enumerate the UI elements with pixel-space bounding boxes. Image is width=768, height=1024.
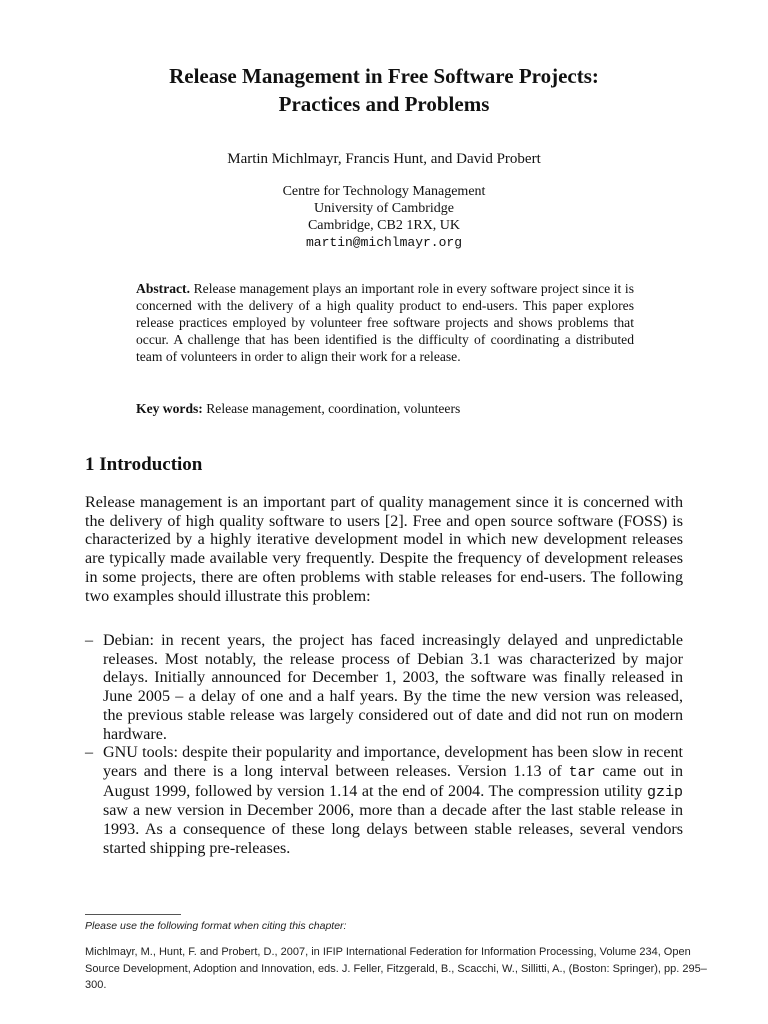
list-item-text-part: GNU tools: despite their popularity and importance, development has been slow in recent years and there is a long interval between releases. Version 1.13 of <box>103 744 683 780</box>
author-list: Martin Michlmayr, Francis Hunt, and David Probert <box>227 151 541 167</box>
example-list <box>85 632 683 858</box>
keywords <box>136 400 634 417</box>
citation-instruction: Please use the following format when citing this chapter: <box>85 920 347 932</box>
list-dash: – <box>85 632 94 649</box>
citation-text: Michlmayr, M., Hunt, F. and Probert, D., 2007, in IFIP International Federation for Information Processing, Volume 234, Open Source Development, Adoption and Innovation, eds. J. Feller, Fitzgerald, B., Scacchi, W., Sillitti, A., (Boston: Springer), pp. 295–300. <box>85 946 707 991</box>
code-gzip: gzip <box>646 783 683 801</box>
list-item-text <box>103 744 683 857</box>
intro-paragraph: Release management is an important part of quality management since it is concerned with the delivery of high quality software to users [2]. Free and open source software (FOSS) is characterized by a highly iterative development model in which new development releases are typically made available very frequently. Despite the frequency of development releases in some projects, there are often problems with stable releases for end-users. The following two examples should illustrate this problem: <box>85 494 683 605</box>
list-dash: – <box>85 744 94 762</box>
paper-title-line-1: Release Management in Free Software Projects: <box>169 64 599 88</box>
affiliation-block <box>0 183 768 251</box>
list-item-debian <box>85 632 683 744</box>
paper-title <box>0 62 768 118</box>
footnote-divider <box>85 914 181 915</box>
abstract-text: Release management plays an important role in every software project since it is concerned with the delivery of a high quality product to end-users. This paper explores release practices employed by volunteer free software projects and shows problems that occur. A challenge that has been identified is the difficulty of coordinating a distributed team of volunteers in order to align their work for a release. <box>136 281 634 365</box>
author-email: martin@michlmayr.org <box>305 235 463 250</box>
affiliation-line-1: Centre for Technology Management <box>282 184 486 199</box>
list-item-gnu-tools <box>85 744 683 858</box>
keywords-text: Release management, coordination, volunteers <box>206 401 461 416</box>
section-heading: 1 Introduction <box>85 454 203 475</box>
code-tar: tar <box>568 763 596 781</box>
abstract <box>136 280 634 365</box>
keywords-label: Key words: <box>136 401 203 416</box>
paper-title-line-2: Practices and Problems <box>278 92 490 116</box>
list-item-text-part: came out in August 1999, followed by version 1.14 at the end of 2004. The compression utility <box>103 762 683 800</box>
list-item-text-part: saw a new version in December 2006, more than a decade after the last stable release in 1993. As a consequence of these long delays between stable releases, several vendors started shipping pre-releases. <box>103 802 683 857</box>
affiliation-line-3: Cambridge, CB2 1RX, UK <box>307 218 461 233</box>
affiliation-line-2: University of Cambridge <box>314 201 454 216</box>
list-item-text: Debian: in recent years, the project has faced increasingly delayed and unpredictable releases. Most notably, the release process of Debian 3.1 was characterized by major delays. Initially announced for December 1, 2003, the software was finally released in June 2005 – a delay of one and a half years. By the time the new version was released, the previous stable release was largely considered out of date and did not run on modern hardware. <box>103 632 683 743</box>
abstract-label: Abstract. <box>136 281 190 296</box>
